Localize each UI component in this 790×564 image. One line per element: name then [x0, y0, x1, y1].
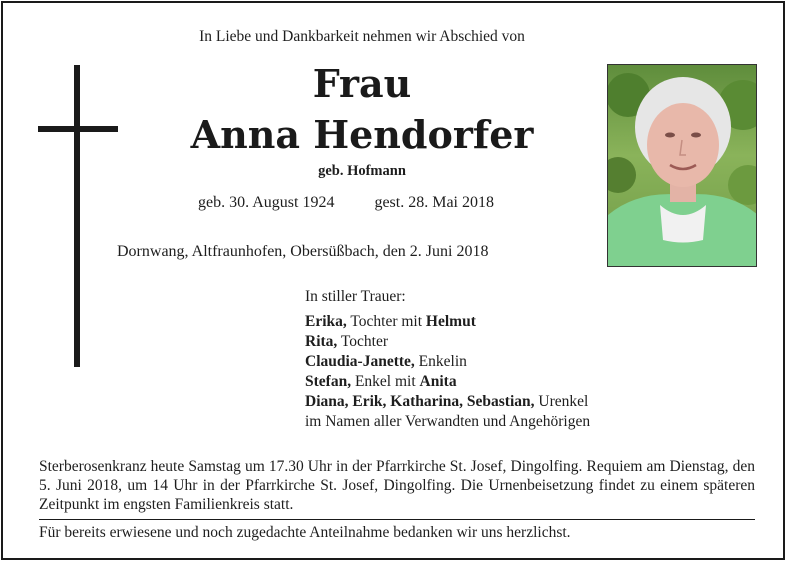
mourner-line	[305, 372, 590, 392]
divider	[39, 519, 755, 520]
place-date: Dornwang, Altfraunhofen, Obersüßbach, den 2. Juni 2018	[117, 243, 489, 260]
mourner-text: Claudia-Janette,	[305, 353, 415, 370]
mourner-text: Tochter	[337, 333, 389, 350]
death-date: gest. 28. Mai 2018	[374, 194, 494, 211]
mourner-text: Diana, Erik, Katharina, Sebastian,	[305, 393, 535, 410]
mourner-text: Rita,	[305, 333, 338, 350]
portrait-photo	[607, 64, 757, 267]
mourner-line	[305, 392, 590, 412]
mourner-line	[305, 312, 590, 332]
mourner-text: Stefan,	[305, 373, 352, 390]
intro-text: In Liebe und Dankbarkeit nehmen wir Abschied von	[199, 28, 525, 45]
mourners-list	[305, 287, 590, 432]
mourner-line	[305, 412, 590, 432]
mourner-text: Helmut	[425, 313, 476, 330]
birth-date: geb. 30. August 1924	[198, 194, 335, 211]
service-details: Sterberosenkranz heute Samstag um 17.30 Uhr in der Pfarrkirche St. Josef, Dingolfing. Requiem am Dienstag, den 5. Juni 2018, um 14 Uhr in der Pfarrkirche St. Josef, Dingolfing. Die Urnenbeisetzung findet zu einem späteren Zeitpunkt im engsten Familienkreis statt.	[39, 458, 755, 513]
mourner-line	[305, 352, 590, 372]
deceased-name: Anna Hendorfer	[190, 112, 534, 157]
mourner-text: Tochter mit	[346, 313, 426, 330]
life-dates	[198, 194, 494, 212]
mourner-text: Erika,	[305, 313, 347, 330]
title-salutation: Frau	[312, 61, 412, 106]
mourner-text: im Namen aller Verwandten und Angehörigen	[305, 413, 591, 430]
maiden-name: geb. Hofmann	[318, 163, 406, 179]
mourners-heading: In stiller Trauer:	[305, 288, 406, 305]
mourner-text: Enkelin	[414, 353, 467, 370]
thanks-text: Für bereits erwiesene und noch zugedachte Anteilnahme bedanken wir uns herzlichst.	[39, 524, 571, 541]
mourner-line	[305, 332, 590, 352]
mourner-text: Urenkel	[534, 393, 589, 410]
mourner-text: Enkel mit	[351, 373, 420, 390]
mourner-text: Anita	[419, 373, 457, 390]
mourners-lines	[305, 312, 590, 432]
